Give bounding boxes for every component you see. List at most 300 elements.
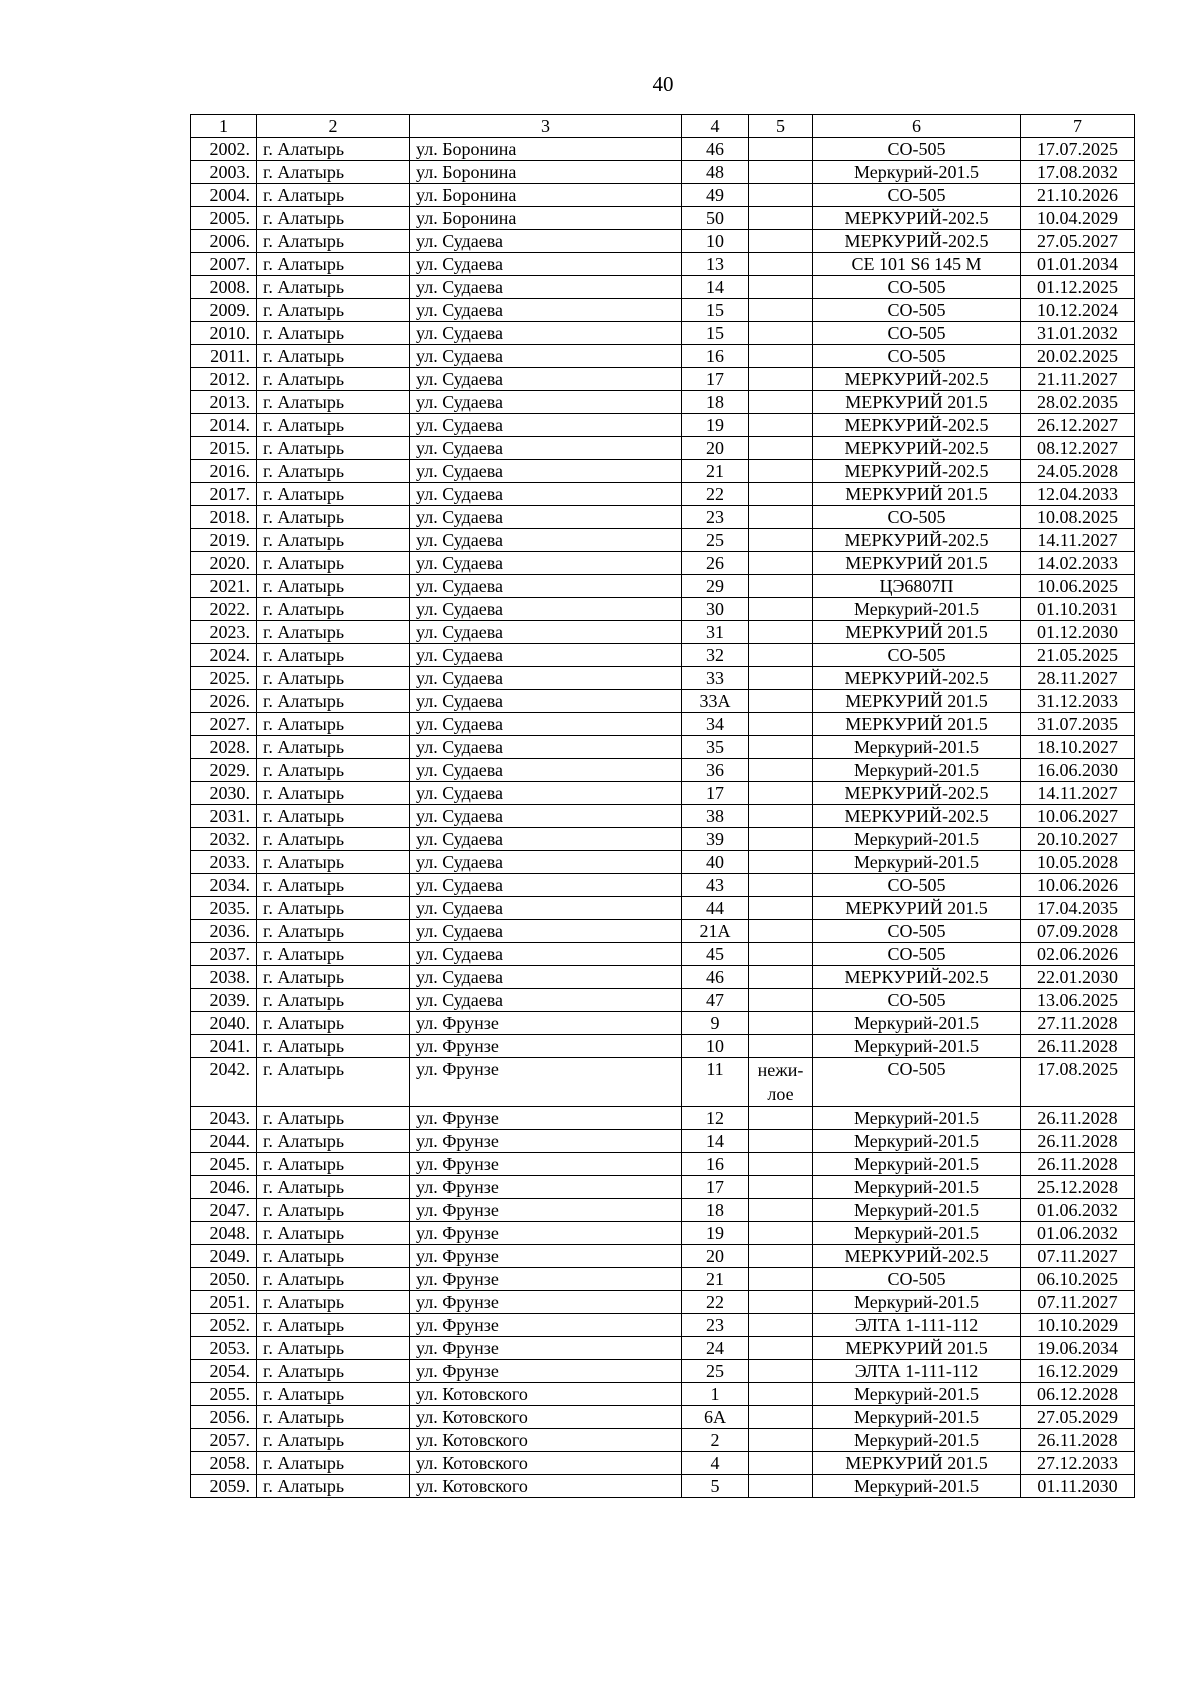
verification-date-cell: 17.07.2025: [1021, 138, 1135, 161]
meter-model-cell: Меркурий-201.5: [813, 1107, 1021, 1130]
house-cell: 16: [682, 1153, 749, 1176]
row-number-cell: 2038.: [191, 966, 257, 989]
house-cell: 36: [682, 759, 749, 782]
street-cell: ул. Судаева: [410, 897, 682, 920]
house-cell: 21: [682, 460, 749, 483]
table-row: [191, 299, 1135, 322]
meter-model-cell: МЕРКУРИЙ-202.5: [813, 414, 1021, 437]
meter-model-cell: Меркурий-201.5: [813, 161, 1021, 184]
table-row: [191, 1383, 1135, 1406]
city-cell: г. Алатырь: [257, 230, 410, 253]
city-cell: г. Алатырь: [257, 920, 410, 943]
street-cell: ул. Судаева: [410, 276, 682, 299]
street-cell: ул. Судаева: [410, 690, 682, 713]
table-row: [191, 1452, 1135, 1475]
row-number-cell: 2035.: [191, 897, 257, 920]
verification-date-cell: 22.01.2030: [1021, 966, 1135, 989]
city-cell: г. Алатырь: [257, 667, 410, 690]
street-cell: ул. Фрунзе: [410, 1199, 682, 1222]
city-cell: г. Алатырь: [257, 207, 410, 230]
street-cell: ул. Судаева: [410, 552, 682, 575]
note-cell: [749, 598, 813, 621]
note-cell: [749, 230, 813, 253]
note-cell: [749, 1176, 813, 1199]
city-cell: г. Алатырь: [257, 1337, 410, 1360]
street-cell: ул. Судаева: [410, 805, 682, 828]
verification-date-cell: 10.06.2026: [1021, 874, 1135, 897]
verification-date-cell: 31.07.2035: [1021, 713, 1135, 736]
city-cell: г. Алатырь: [257, 1107, 410, 1130]
table-row: [191, 1406, 1135, 1429]
city-cell: г. Алатырь: [257, 621, 410, 644]
house-cell: 12: [682, 1107, 749, 1130]
verification-date-cell: 19.06.2034: [1021, 1337, 1135, 1360]
header-row: [191, 115, 1135, 138]
street-cell: ул. Котовского: [410, 1475, 682, 1498]
verification-date-cell: 01.12.2030: [1021, 621, 1135, 644]
row-number-cell: 2012.: [191, 368, 257, 391]
house-cell: 17: [682, 1176, 749, 1199]
table-row: [191, 1130, 1135, 1153]
house-cell: 15: [682, 322, 749, 345]
street-cell: ул. Судаева: [410, 759, 682, 782]
house-cell: 34: [682, 713, 749, 736]
meter-model-cell: СО-505: [813, 989, 1021, 1012]
city-cell: г. Алатырь: [257, 1360, 410, 1383]
verification-date-cell: 10.05.2028: [1021, 851, 1135, 874]
house-cell: 44: [682, 897, 749, 920]
city-cell: г. Алатырь: [257, 1199, 410, 1222]
house-cell: 15: [682, 299, 749, 322]
city-cell: г. Алатырь: [257, 345, 410, 368]
row-number-cell: 2017.: [191, 483, 257, 506]
city-cell: г. Алатырь: [257, 460, 410, 483]
house-cell: 26: [682, 552, 749, 575]
row-number-cell: 2053.: [191, 1337, 257, 1360]
house-cell: 19: [682, 414, 749, 437]
note-cell: [749, 690, 813, 713]
house-cell: 21: [682, 1268, 749, 1291]
verification-date-cell: 08.12.2027: [1021, 437, 1135, 460]
row-number-cell: 2040.: [191, 1012, 257, 1035]
meter-model-cell: МЕРКУРИЙ-202.5: [813, 1245, 1021, 1268]
house-cell: 6А: [682, 1406, 749, 1429]
table-row: [191, 483, 1135, 506]
note-cell: [749, 621, 813, 644]
street-cell: ул. Фрунзе: [410, 1035, 682, 1058]
note-cell: [749, 1130, 813, 1153]
note-cell: [749, 276, 813, 299]
city-cell: г. Алатырь: [257, 713, 410, 736]
city-cell: г. Алатырь: [257, 483, 410, 506]
header-cell: 3: [410, 115, 682, 138]
row-number-cell: 2042.: [191, 1058, 257, 1107]
house-cell: 11: [682, 1058, 749, 1107]
table-row: [191, 1222, 1135, 1245]
street-cell: ул. Фрунзе: [410, 1245, 682, 1268]
street-cell: ул. Судаева: [410, 713, 682, 736]
meter-model-cell: СО-505: [813, 943, 1021, 966]
city-cell: г. Алатырь: [257, 989, 410, 1012]
house-cell: 4: [682, 1452, 749, 1475]
table-row: [191, 437, 1135, 460]
street-cell: ул. Судаева: [410, 414, 682, 437]
row-number-cell: 2031.: [191, 805, 257, 828]
meter-model-cell: Меркурий-201.5: [813, 598, 1021, 621]
city-cell: г. Алатырь: [257, 897, 410, 920]
verification-date-cell: 16.06.2030: [1021, 759, 1135, 782]
row-number-cell: 2054.: [191, 1360, 257, 1383]
table-row: [191, 1176, 1135, 1199]
meter-model-cell: Меркурий-201.5: [813, 1475, 1021, 1498]
meter-model-cell: МЕРКУРИЙ 201.5: [813, 690, 1021, 713]
verification-date-cell: 25.12.2028: [1021, 1176, 1135, 1199]
meter-model-cell: МЕРКУРИЙ 201.5: [813, 897, 1021, 920]
note-cell: [749, 253, 813, 276]
table-row: [191, 966, 1135, 989]
house-cell: 50: [682, 207, 749, 230]
house-cell: 20: [682, 1245, 749, 1268]
row-number-cell: 2014.: [191, 414, 257, 437]
verification-date-cell: 10.04.2029: [1021, 207, 1135, 230]
meter-model-cell: СО-505: [813, 299, 1021, 322]
city-cell: г. Алатырь: [257, 736, 410, 759]
street-cell: ул. Судаева: [410, 322, 682, 345]
table-row: [191, 897, 1135, 920]
row-number-cell: 2018.: [191, 506, 257, 529]
table-row: [191, 1475, 1135, 1498]
verification-date-cell: 20.02.2025: [1021, 345, 1135, 368]
street-cell: ул. Котовского: [410, 1383, 682, 1406]
street-cell: ул. Судаева: [410, 529, 682, 552]
verification-date-cell: 17.08.2025: [1021, 1058, 1135, 1107]
house-cell: 21А: [682, 920, 749, 943]
header-cell: 7: [1021, 115, 1135, 138]
meter-model-cell: СО-505: [813, 920, 1021, 943]
note-cell: [749, 368, 813, 391]
street-cell: ул. Судаева: [410, 253, 682, 276]
street-cell: ул. Котовского: [410, 1429, 682, 1452]
table-row: [191, 161, 1135, 184]
table-row: [191, 345, 1135, 368]
note-cell: [749, 1268, 813, 1291]
table-row: [191, 920, 1135, 943]
row-number-cell: 2059.: [191, 1475, 257, 1498]
note-cell: [749, 391, 813, 414]
house-cell: 33: [682, 667, 749, 690]
meter-model-cell: МЕРКУРИЙ 201.5: [813, 391, 1021, 414]
row-number-cell: 2028.: [191, 736, 257, 759]
meter-model-cell: СО-505: [813, 644, 1021, 667]
note-cell: [749, 805, 813, 828]
row-number-cell: 2058.: [191, 1452, 257, 1475]
table-row: [191, 690, 1135, 713]
meter-model-cell: МЕРКУРИЙ 201.5: [813, 621, 1021, 644]
row-number-cell: 2050.: [191, 1268, 257, 1291]
house-cell: 10: [682, 230, 749, 253]
meter-model-cell: Меркурий-201.5: [813, 1429, 1021, 1452]
street-cell: ул. Судаева: [410, 874, 682, 897]
city-cell: г. Алатырь: [257, 253, 410, 276]
row-number-cell: 2004.: [191, 184, 257, 207]
row-number-cell: 2009.: [191, 299, 257, 322]
note-cell: [749, 575, 813, 598]
street-cell: ул. Судаева: [410, 920, 682, 943]
street-cell: ул. Судаева: [410, 989, 682, 1012]
note-cell: [749, 828, 813, 851]
meter-model-cell: Меркурий-201.5: [813, 1199, 1021, 1222]
city-cell: г. Алатырь: [257, 391, 410, 414]
city-cell: г. Алатырь: [257, 184, 410, 207]
city-cell: г. Алатырь: [257, 690, 410, 713]
verification-date-cell: 01.12.2025: [1021, 276, 1135, 299]
table-row: [191, 1337, 1135, 1360]
table-row: [191, 253, 1135, 276]
row-number-cell: 2039.: [191, 989, 257, 1012]
house-cell: 23: [682, 1314, 749, 1337]
table-row: [191, 1012, 1135, 1035]
house-cell: 32: [682, 644, 749, 667]
verification-date-cell: 10.06.2027: [1021, 805, 1135, 828]
city-cell: г. Алатырь: [257, 138, 410, 161]
row-number-cell: 2019.: [191, 529, 257, 552]
city-cell: г. Алатырь: [257, 828, 410, 851]
street-cell: ул. Судаева: [410, 460, 682, 483]
verification-date-cell: 26.11.2028: [1021, 1153, 1135, 1176]
note-cell: [749, 437, 813, 460]
verification-date-cell: 01.10.2031: [1021, 598, 1135, 621]
meter-model-cell: СО-505: [813, 1058, 1021, 1107]
verification-date-cell: 26.11.2028: [1021, 1035, 1135, 1058]
note-cell: [749, 1245, 813, 1268]
note-cell: [749, 207, 813, 230]
city-cell: г. Алатырь: [257, 943, 410, 966]
note-cell: [749, 897, 813, 920]
street-cell: ул. Судаева: [410, 598, 682, 621]
street-cell: ул. Фрунзе: [410, 1107, 682, 1130]
city-cell: г. Алатырь: [257, 529, 410, 552]
house-cell: 13: [682, 253, 749, 276]
verification-date-cell: 14.11.2027: [1021, 529, 1135, 552]
verification-date-cell: 01.11.2030: [1021, 1475, 1135, 1498]
meter-model-cell: СО-505: [813, 1268, 1021, 1291]
row-number-cell: 2025.: [191, 667, 257, 690]
note-cell: [749, 1429, 813, 1452]
row-number-cell: 2049.: [191, 1245, 257, 1268]
meter-model-cell: Меркурий-201.5: [813, 851, 1021, 874]
meter-model-cell: Меркурий-201.5: [813, 1012, 1021, 1035]
street-cell: ул. Судаева: [410, 644, 682, 667]
meter-model-cell: МЕРКУРИЙ-202.5: [813, 667, 1021, 690]
street-cell: ул. Боронина: [410, 207, 682, 230]
meter-model-cell: МЕРКУРИЙ-202.5: [813, 460, 1021, 483]
note-cell: [749, 460, 813, 483]
city-cell: г. Алатырь: [257, 759, 410, 782]
city-cell: г. Алатырь: [257, 644, 410, 667]
note-cell: [749, 345, 813, 368]
street-cell: ул. Фрунзе: [410, 1314, 682, 1337]
verification-date-cell: 16.12.2029: [1021, 1360, 1135, 1383]
row-number-cell: 2015.: [191, 437, 257, 460]
note-cell: [749, 184, 813, 207]
table-body: [191, 115, 1135, 1498]
house-cell: 20: [682, 437, 749, 460]
row-number-cell: 2033.: [191, 851, 257, 874]
verification-date-cell: 10.10.2029: [1021, 1314, 1135, 1337]
row-number-cell: 2043.: [191, 1107, 257, 1130]
note-cell: [749, 1199, 813, 1222]
city-cell: г. Алатырь: [257, 552, 410, 575]
header-cell: 6: [813, 115, 1021, 138]
house-cell: 16: [682, 345, 749, 368]
row-number-cell: 2029.: [191, 759, 257, 782]
verification-date-cell: 24.05.2028: [1021, 460, 1135, 483]
house-cell: 10: [682, 1035, 749, 1058]
verification-date-cell: 13.06.2025: [1021, 989, 1135, 1012]
verification-date-cell: 27.05.2029: [1021, 1406, 1135, 1429]
row-number-cell: 2006.: [191, 230, 257, 253]
house-cell: 30: [682, 598, 749, 621]
table-row: [191, 230, 1135, 253]
table-row: [191, 1429, 1135, 1452]
note-cell: [749, 644, 813, 667]
note-cell: [749, 1222, 813, 1245]
city-cell: г. Алатырь: [257, 506, 410, 529]
street-cell: ул. Фрунзе: [410, 1291, 682, 1314]
city-cell: г. Алатырь: [257, 874, 410, 897]
meter-model-cell: Меркурий-201.5: [813, 1176, 1021, 1199]
note-cell: [749, 1475, 813, 1498]
meter-model-cell: МЕРКУРИЙ 201.5: [813, 483, 1021, 506]
city-cell: г. Алатырь: [257, 782, 410, 805]
table-row: [191, 322, 1135, 345]
table-row: [191, 414, 1135, 437]
row-number-cell: 2020.: [191, 552, 257, 575]
row-number-cell: 2026.: [191, 690, 257, 713]
city-cell: г. Алатырь: [257, 598, 410, 621]
house-cell: 14: [682, 1130, 749, 1153]
street-cell: ул. Судаева: [410, 851, 682, 874]
meter-model-cell: МЕРКУРИЙ-202.5: [813, 782, 1021, 805]
verification-date-cell: 01.06.2032: [1021, 1222, 1135, 1245]
city-cell: г. Алатырь: [257, 575, 410, 598]
house-cell: 25: [682, 529, 749, 552]
verification-date-cell: 06.12.2028: [1021, 1383, 1135, 1406]
row-number-cell: 2051.: [191, 1291, 257, 1314]
note-cell: [749, 713, 813, 736]
meter-model-cell: МЕРКУРИЙ 201.5: [813, 713, 1021, 736]
house-cell: 43: [682, 874, 749, 897]
note-cell: [749, 1012, 813, 1035]
row-number-cell: 2044.: [191, 1130, 257, 1153]
row-number-cell: 2013.: [191, 391, 257, 414]
street-cell: ул. Судаева: [410, 943, 682, 966]
meter-model-cell: СО-505: [813, 322, 1021, 345]
row-number-cell: 2008.: [191, 276, 257, 299]
meter-model-cell: Меркурий-201.5: [813, 1222, 1021, 1245]
verification-date-cell: 21.10.2026: [1021, 184, 1135, 207]
city-cell: г. Алатырь: [257, 1291, 410, 1314]
city-cell: г. Алатырь: [257, 1245, 410, 1268]
street-cell: ул. Фрунзе: [410, 1360, 682, 1383]
city-cell: г. Алатырь: [257, 1314, 410, 1337]
street-cell: ул. Судаева: [410, 368, 682, 391]
meter-model-cell: Меркурий-201.5: [813, 1383, 1021, 1406]
street-cell: ул. Боронина: [410, 184, 682, 207]
header-cell: 2: [257, 115, 410, 138]
table-row: [191, 184, 1135, 207]
verification-date-cell: 21.11.2027: [1021, 368, 1135, 391]
table-row: [191, 1268, 1135, 1291]
verification-date-cell: 21.05.2025: [1021, 644, 1135, 667]
meter-model-cell: Меркурий-201.5: [813, 736, 1021, 759]
city-cell: г. Алатырь: [257, 1268, 410, 1291]
meter-model-cell: МЕРКУРИЙ-202.5: [813, 805, 1021, 828]
verification-date-cell: 31.01.2032: [1021, 322, 1135, 345]
house-cell: 40: [682, 851, 749, 874]
city-cell: г. Алатырь: [257, 1383, 410, 1406]
meter-model-cell: СО-505: [813, 138, 1021, 161]
meter-model-cell: ЦЭ6807П: [813, 575, 1021, 598]
row-number-cell: 2007.: [191, 253, 257, 276]
note-cell: [749, 920, 813, 943]
verification-date-cell: 10.08.2025: [1021, 506, 1135, 529]
row-number-cell: 2022.: [191, 598, 257, 621]
city-cell: г. Алатырь: [257, 1012, 410, 1035]
city-cell: г. Алатырь: [257, 322, 410, 345]
house-cell: 18: [682, 1199, 749, 1222]
table-row: [191, 391, 1135, 414]
meter-model-cell: МЕРКУРИЙ-202.5: [813, 230, 1021, 253]
row-number-cell: 2041.: [191, 1035, 257, 1058]
table-row: [191, 138, 1135, 161]
note-cell: [749, 989, 813, 1012]
note-cell: [749, 782, 813, 805]
street-cell: ул. Фрунзе: [410, 1222, 682, 1245]
meter-model-cell: МЕРКУРИЙ 201.5: [813, 1337, 1021, 1360]
table-row: [191, 1245, 1135, 1268]
house-cell: 5: [682, 1475, 749, 1498]
meter-model-cell: ЭЛТА 1-111-112: [813, 1314, 1021, 1337]
city-cell: г. Алатырь: [257, 299, 410, 322]
house-cell: 17: [682, 368, 749, 391]
meter-model-cell: СО-505: [813, 184, 1021, 207]
table-row: [191, 736, 1135, 759]
table-row: [191, 1199, 1135, 1222]
city-cell: г. Алатырь: [257, 1130, 410, 1153]
note-cell: [749, 138, 813, 161]
table-row: [191, 276, 1135, 299]
note-cell: [749, 943, 813, 966]
row-number-cell: 2034.: [191, 874, 257, 897]
city-cell: г. Алатырь: [257, 851, 410, 874]
verification-date-cell: 27.05.2027: [1021, 230, 1135, 253]
row-number-cell: 2046.: [191, 1176, 257, 1199]
meter-register-table: [190, 114, 1135, 1498]
note-cell: [749, 851, 813, 874]
verification-date-cell: 18.10.2027: [1021, 736, 1135, 759]
verification-date-cell: 01.06.2032: [1021, 1199, 1135, 1222]
note-cell: [749, 1337, 813, 1360]
street-cell: ул. Котовского: [410, 1452, 682, 1475]
row-number-cell: 2021.: [191, 575, 257, 598]
city-cell: г. Алатырь: [257, 368, 410, 391]
street-cell: ул. Судаева: [410, 483, 682, 506]
house-cell: 19: [682, 1222, 749, 1245]
meter-model-cell: СО-505: [813, 506, 1021, 529]
house-cell: 33А: [682, 690, 749, 713]
note-cell: [749, 966, 813, 989]
